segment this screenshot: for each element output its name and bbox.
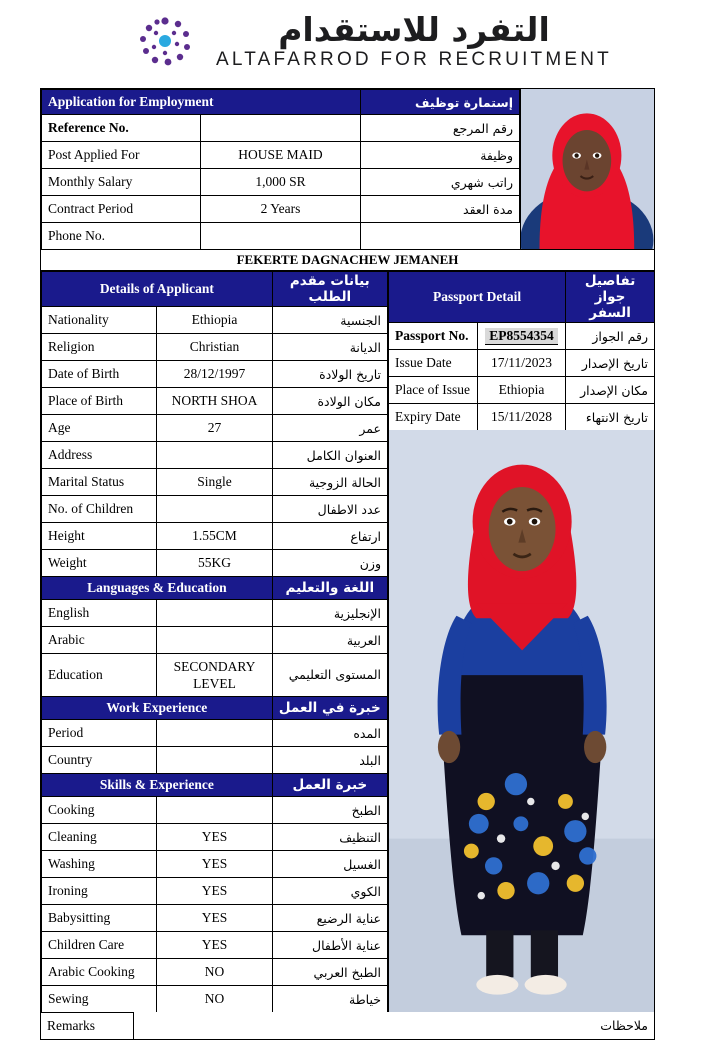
sewing-arabic: خياطة — [272, 986, 387, 1013]
table-row — [42, 720, 388, 747]
applicant-full-body-photo — [389, 430, 654, 1012]
table-row — [42, 824, 388, 851]
nationality-arabic: الجنسية — [272, 307, 387, 334]
table-row — [42, 747, 388, 774]
application-title-ar: إستمارة توظيف — [360, 90, 519, 115]
reference-no-arabic: رقم المرجع — [360, 115, 519, 142]
country-label: Country — [42, 747, 157, 774]
height-arabic: ارتفاع — [272, 523, 387, 550]
weight-arabic: وزن — [272, 550, 387, 577]
table-row — [389, 350, 654, 377]
passport-detail-table — [389, 271, 654, 430]
passport-no-value: EP8554354 — [485, 328, 558, 345]
country-arabic: البلد — [272, 747, 387, 774]
date-of-birth-arabic: تاريخ الولادة — [272, 361, 387, 388]
english-label: English — [42, 600, 157, 627]
table-row — [42, 654, 388, 697]
table-row — [42, 959, 388, 986]
sewing-label: Sewing — [42, 986, 157, 1013]
passport-band-ar: تفاصيل جواز السفر — [566, 272, 654, 323]
passport-no-arabic: رقم الجواز — [566, 323, 654, 350]
table-row — [41, 1013, 654, 1040]
place-of-issue-label: Place of Issue — [389, 377, 477, 404]
post-applied-arabic: وظيفة — [360, 142, 519, 169]
details-of-applicant-table — [41, 271, 388, 1012]
table-row — [42, 196, 520, 223]
marital-status-value: Single — [157, 469, 272, 496]
middle-section — [41, 271, 654, 1012]
issue-date-label: Issue Date — [389, 350, 477, 377]
table-row — [42, 600, 388, 627]
skills-band-en: Skills & Experience — [42, 774, 273, 797]
monthly-salary-arabic: راتب شهري — [360, 169, 519, 196]
religion-value: Christian — [157, 334, 272, 361]
weight-label: Weight — [42, 550, 157, 577]
expiry-date-arabic: تاريخ الانتهاء — [566, 404, 654, 431]
applicant-full-name: FEKERTE DAGNACHEW JEMANEH — [41, 249, 654, 271]
remarks-table — [41, 1012, 654, 1039]
marital-status-arabic: الحالة الزوجية — [272, 469, 387, 496]
expiry-date-value: 15/11/2028 — [477, 404, 565, 431]
table-row — [42, 469, 388, 496]
education-arabic: المستوى التعليمي — [272, 654, 387, 697]
top-section — [41, 89, 654, 249]
arabic-cooking-value: NO — [157, 959, 272, 986]
cleaning-label: Cleaning — [42, 824, 157, 851]
washing-arabic: الغسيل — [272, 851, 387, 878]
table-row — [42, 550, 388, 577]
weight-value: 55KG — [157, 550, 272, 577]
arabic-cooking-label: Arabic Cooking — [42, 959, 157, 986]
work-experience-band-en: Work Experience — [42, 697, 273, 720]
table-row — [389, 377, 654, 404]
monthly-salary-value: 1,000 SR — [201, 169, 360, 196]
right-column — [389, 271, 654, 1012]
country-value — [157, 747, 272, 774]
table-row — [42, 169, 520, 196]
issue-date-arabic: تاريخ الإصدار — [566, 350, 654, 377]
remarks-label: Remarks — [41, 1013, 134, 1040]
nationality-label: Nationality — [42, 307, 157, 334]
post-applied-label: Post Applied For — [42, 142, 201, 169]
religion-arabic: الديانة — [272, 334, 387, 361]
left-column — [41, 271, 389, 1012]
table-row — [42, 415, 388, 442]
height-label: Height — [42, 523, 157, 550]
age-arabic: عمر — [272, 415, 387, 442]
education-value: SECONDARY LEVEL — [157, 654, 272, 697]
height-value: 1.55CM — [157, 523, 272, 550]
arabic-label: Arabic — [42, 627, 157, 654]
period-value — [157, 720, 272, 747]
washing-label: Washing — [42, 851, 157, 878]
table-row — [389, 323, 654, 350]
reference-no-value — [201, 115, 360, 142]
children-care-arabic: عناية الأطفال — [272, 932, 387, 959]
age-label: Age — [42, 415, 157, 442]
table-row — [42, 851, 388, 878]
work-experience-band-ar: خبرة في العمل — [272, 697, 387, 720]
altafarrod-logo-icon — [128, 9, 202, 73]
details-band-en: Details of Applicant — [42, 272, 273, 307]
address-label: Address — [42, 442, 157, 469]
table-row — [42, 388, 388, 415]
table-row — [42, 627, 388, 654]
children-care-value: YES — [157, 932, 272, 959]
cooking-label: Cooking — [42, 797, 157, 824]
sewing-value: NO — [157, 986, 272, 1013]
cleaning-value: YES — [157, 824, 272, 851]
work-experience-band — [42, 697, 388, 720]
cooking-arabic: الطبخ — [272, 797, 387, 824]
table-row — [42, 905, 388, 932]
table-row — [42, 223, 520, 250]
english-arabic: الإنجليزية — [272, 600, 387, 627]
period-arabic: المده — [272, 720, 387, 747]
table-row — [42, 523, 388, 550]
babysitting-arabic: عناية الرضيع — [272, 905, 387, 932]
application-band — [42, 90, 520, 115]
address-value — [157, 442, 272, 469]
languages-band-ar: اللغة والتعليم — [272, 577, 387, 600]
children-care-label: Children Care — [42, 932, 157, 959]
ironing-value: YES — [157, 878, 272, 905]
passport-band-en: Passport Detail — [389, 272, 566, 323]
brand-name-english: ALTAFARROD FOR RECRUITMENT — [215, 49, 612, 70]
no-of-children-arabic: عدد الاطفال — [272, 496, 387, 523]
place-of-birth-arabic: مكان الولادة — [272, 388, 387, 415]
application-form — [40, 88, 655, 1040]
babysitting-value: YES — [157, 905, 272, 932]
marital-status-label: Marital Status — [42, 469, 157, 496]
table-row — [42, 932, 388, 959]
age-value: 27 — [157, 415, 272, 442]
washing-value: YES — [157, 851, 272, 878]
brand-name-arabic: التفرد للاستقدام — [278, 10, 550, 49]
passport-band — [389, 272, 654, 323]
ironing-arabic: الكوي — [272, 878, 387, 905]
contract-period-label: Contract Period — [42, 196, 201, 223]
period-label: Period — [42, 720, 157, 747]
ironing-label: Ironing — [42, 878, 157, 905]
table-row — [42, 442, 388, 469]
issue-date-value: 17/11/2023 — [477, 350, 565, 377]
expiry-date-label: Expiry Date — [389, 404, 477, 431]
remarks-arabic: ملاحظات — [600, 1018, 648, 1034]
address-arabic: العنوان الكامل — [272, 442, 387, 469]
application-table-wrap — [41, 89, 521, 249]
application-title-en: Application for Employment — [42, 90, 361, 115]
skills-band — [42, 774, 388, 797]
cleaning-arabic: التنظيف — [272, 824, 387, 851]
table-row — [42, 797, 388, 824]
table-row — [42, 307, 388, 334]
date-of-birth-value: 28/12/1997 — [157, 361, 272, 388]
document-header — [0, 0, 710, 82]
monthly-salary-label: Monthly Salary — [42, 169, 201, 196]
place-of-issue-arabic: مكان الإصدار — [566, 377, 654, 404]
table-row — [42, 878, 388, 905]
no-of-children-label: No. of Children — [42, 496, 157, 523]
arabic-cooking-arabic: الطبخ العربي — [272, 959, 387, 986]
place-of-birth-value: NORTH SHOA — [157, 388, 272, 415]
babysitting-label: Babysitting — [42, 905, 157, 932]
arabic-value — [157, 627, 272, 654]
table-row — [42, 361, 388, 388]
details-band-ar: بيانات مقدم الطلب — [272, 272, 387, 307]
phone-no-value — [201, 223, 360, 250]
skills-band-ar: خبرة العمل — [272, 774, 387, 797]
english-value — [157, 600, 272, 627]
contract-period-arabic: مدة العقد — [360, 196, 519, 223]
arabic-arabic: العربية — [272, 627, 387, 654]
date-of-birth-label: Date of Birth — [42, 361, 157, 388]
phone-no-label: Phone No. — [42, 223, 201, 250]
details-band — [42, 272, 388, 307]
application-table — [41, 89, 520, 249]
education-label: Education — [42, 654, 157, 697]
languages-band-en: Languages & Education — [42, 577, 273, 600]
table-row — [389, 404, 654, 431]
table-row — [42, 334, 388, 361]
passport-no-label: Passport No. — [389, 323, 477, 350]
applicant-headshot-photo — [521, 89, 654, 249]
languages-band — [42, 577, 388, 600]
table-row — [42, 115, 520, 142]
contract-period-value: 2 Years — [201, 196, 360, 223]
post-applied-value: HOUSE MAID — [201, 142, 360, 169]
place-of-birth-label: Place of Birth — [42, 388, 157, 415]
religion-label: Religion — [42, 334, 157, 361]
table-row — [42, 142, 520, 169]
cooking-value — [157, 797, 272, 824]
place-of-issue-value: Ethiopia — [477, 377, 565, 404]
brand-block — [215, 10, 612, 70]
no-of-children-value — [157, 496, 272, 523]
reference-no-label: Reference No. — [42, 115, 201, 142]
table-row — [42, 986, 388, 1013]
nationality-value: Ethiopia — [157, 307, 272, 334]
table-row — [42, 496, 388, 523]
